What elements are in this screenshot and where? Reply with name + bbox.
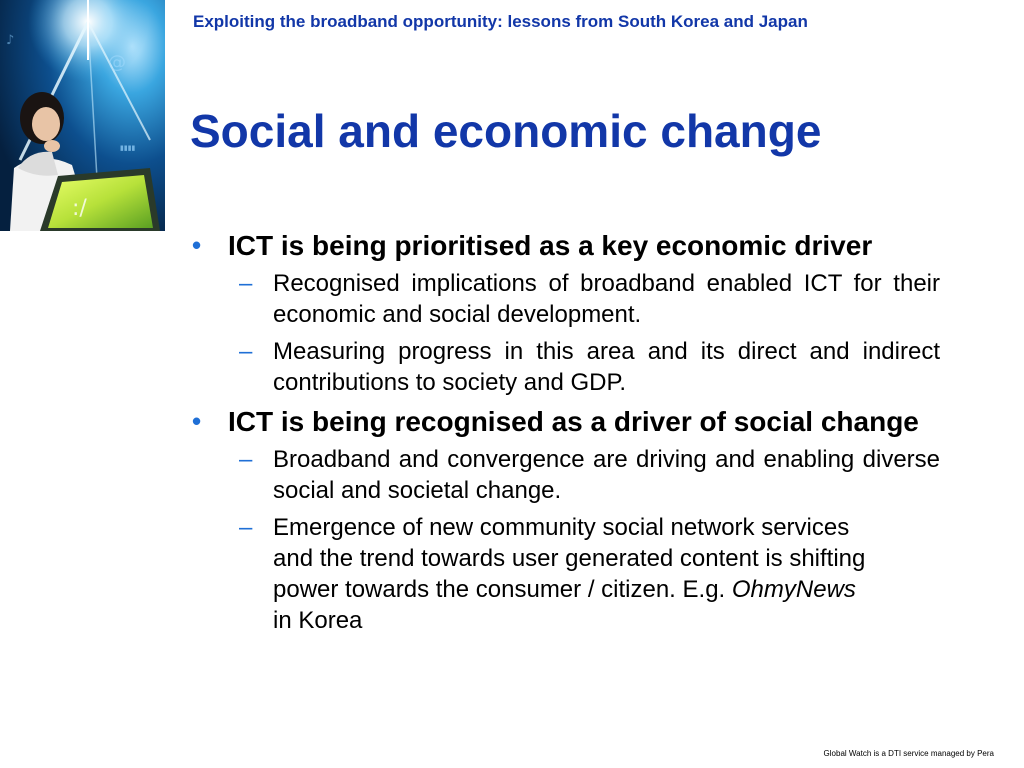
hero-image <box>0 0 165 231</box>
sub-bullet-item <box>188 444 940 506</box>
sub-bullet-item <box>188 512 940 636</box>
sub-bullet-text: Measuring progress in this area and its direct and indirect contributions to society and GDP. <box>273 338 940 396</box>
sub-bullet-text-end: in Korea <box>273 607 363 634</box>
hero-illustration <box>0 0 165 231</box>
slide-content <box>188 228 940 642</box>
footer-note: Global Watch is a DTI service managed by Pera <box>823 749 994 758</box>
bullet-item <box>188 228 940 264</box>
svg-text:@: @ <box>108 52 126 73</box>
sub-bullet-text: Broadband and convergence are driving and enabling diverse social and societal change. <box>273 446 940 504</box>
sub-bullet-text: Recognised implications of broadband enabled ICT for their economic and social development. <box>273 270 940 328</box>
bullet-dot-icon: • <box>192 230 202 260</box>
dash-icon: – <box>239 446 253 473</box>
publication-name: OhmyNews <box>731 576 856 603</box>
dash-icon: – <box>239 338 253 365</box>
svg-text::/: :/ <box>72 196 87 221</box>
svg-text:♪: ♪ <box>6 33 15 48</box>
bullet-text: ICT is being prioritised as a key economic driver <box>228 230 873 261</box>
dash-icon: – <box>239 514 253 541</box>
dash-icon: – <box>239 270 253 297</box>
sub-bullet-item <box>188 268 940 330</box>
sub-bullet-text: Emergence of new community social network services and the trend towards user generated content is shifting power towards the consumer / citizen. E.g. <box>273 514 866 603</box>
bullet-text: ICT is being recognised as a driver of social change <box>228 406 919 437</box>
svg-text:▮▮▮▮: ▮▮▮▮ <box>120 144 136 152</box>
bullet-item <box>188 404 940 440</box>
presentation-header: Exploiting the broadband opportunity: lessons from South Korea and Japan <box>193 12 808 31</box>
sub-bullet-item <box>188 336 940 398</box>
bullet-dot-icon: • <box>192 406 202 436</box>
page-title: Social and economic change <box>190 105 822 157</box>
